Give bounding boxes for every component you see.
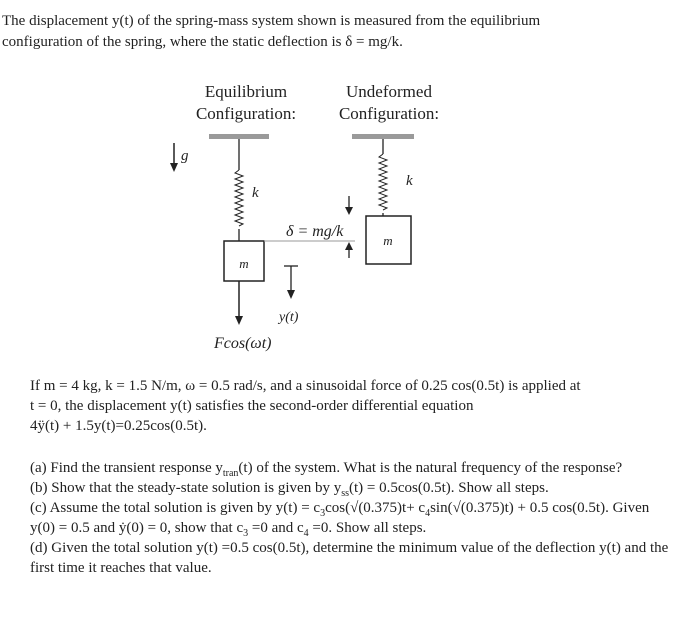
ceiling-left bbox=[209, 134, 269, 139]
force-arrow bbox=[235, 281, 243, 325]
gravity-label: g bbox=[181, 148, 189, 164]
equilibrium-label-line2: Configuration: bbox=[195, 104, 297, 123]
intro-line-1: The displacement y(t) of the spring-mass system shown is measured from the equilibrium bbox=[2, 13, 541, 29]
delta-arrow-top bbox=[345, 196, 353, 215]
intro-line-2: configuration of the spring, where the static deflection is δ = mg/k. bbox=[2, 34, 403, 50]
spring-label-left: k bbox=[252, 185, 259, 201]
part-a: (a) Find the transient response $y_{tran}(t)$ of the system. What is the natural frequency of the response? bbox=[30, 460, 623, 479]
delta-arrow-bottom bbox=[345, 242, 353, 258]
part-b: (b) Show that the steady-state solution is given by $y_{ss}(t) = 0.5\cos(0.5t)$. Show all steps. bbox=[30, 480, 549, 499]
spring-right bbox=[379, 154, 387, 210]
part-c: (c) Assume the total solution is given by $y(t) = c_3\cos(√(0.375)t+ c_4\sin(√(0.375)t) + 0.5$ cos(0.5t). Given y(0) = 0.5 and ẏ(0) = 0, show that $c_3 =0$ and $c_4 =0$. Show all steps. bbox=[30, 500, 650, 539]
displacement-label: y(t) bbox=[279, 310, 299, 325]
ceiling-right bbox=[352, 134, 414, 139]
undeformed-label-line2: Configuration: bbox=[338, 104, 440, 123]
spring-left bbox=[235, 170, 243, 226]
differential-equation: 4ÿ(t) + 1.5y(t)=0.25cos(0.5t). bbox=[30, 418, 207, 434]
displacement-arrow bbox=[284, 266, 298, 299]
given-paragraph bbox=[30, 376, 670, 436]
undeformed-label-line1: Undeformed bbox=[346, 82, 432, 101]
force-label: Fcos(ωt) bbox=[214, 335, 272, 352]
mass-label-right: m bbox=[383, 233, 393, 248]
equilibrium-label-line1: Equilibrium bbox=[204, 82, 288, 101]
mass-label-left: m bbox=[239, 256, 249, 271]
spring-label-right: k bbox=[406, 173, 413, 189]
delta-label: δ = mg/k bbox=[286, 223, 344, 240]
given-line-2: t = 0, the displacement y(t) satisfies the second-order differential equation bbox=[30, 398, 474, 414]
part-d: (d) Given the total solution y(t) =0.5 cos(0.5t), determine the minimum value of the deflection y(t) and the first time it reaches that value. bbox=[30, 540, 669, 576]
given-line-1: If m = 4 kg, k = 1.5 N/m, ω = 0.5 rad/s, and a sinusoidal force of 0.25 cos(0.5t) is applied at bbox=[30, 378, 581, 394]
gravity-arrow bbox=[170, 143, 178, 172]
questions bbox=[30, 458, 670, 578]
